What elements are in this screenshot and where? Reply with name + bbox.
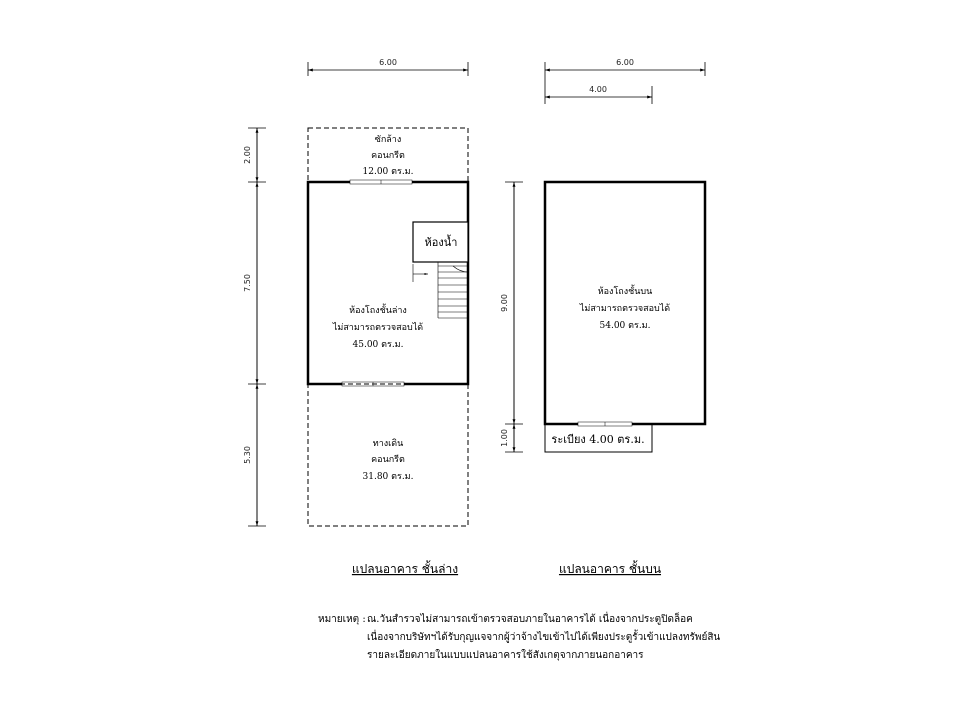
yard-material: คอนกรีต — [371, 151, 405, 161]
house-depth-label: 7.50 — [243, 274, 252, 292]
notes-line-3: รายละเอียดภายในแบบแปลนอาคารใช้สังเกตุจากภายนอกอาคาร — [367, 650, 644, 661]
upper-hall-status: ไม่สามารถตรวจสอบได้ — [579, 304, 671, 314]
ground-hall-name: ห้องโถงชั้นล่าง — [349, 306, 407, 316]
walkway-depth-label: 5.30 — [243, 446, 252, 464]
notes-label: หมายเหตุ : — [318, 614, 366, 625]
upper-hall-name: ห้องโถงชั้นบน — [597, 287, 653, 297]
yard-name: ซักล้าง — [374, 135, 402, 145]
balcony-width-label: 4.00 — [589, 85, 607, 94]
upper-floor-title: แปลนอาคาร ชั้นบน — [558, 562, 662, 576]
balcony-depth-label: 1.00 — [500, 429, 509, 447]
ground-width-dimension — [308, 58, 468, 76]
upper-hall-area: 54.00 ตร.ม. — [599, 321, 651, 331]
upper-width-label: 6.00 — [616, 58, 634, 67]
walkway-material: คอนกรีต — [371, 455, 405, 465]
upper-depth-label: 9.00 — [500, 294, 509, 312]
balcony-door — [578, 422, 632, 426]
yard-area: 12.00 ตร.ม. — [362, 167, 414, 177]
walkway-name: ทางเดิน — [372, 439, 404, 449]
notes — [318, 611, 720, 661]
front-yard-depth-label: 2.00 — [243, 146, 252, 164]
top-door — [350, 180, 412, 184]
ground-hall-outline — [308, 182, 468, 384]
ground-width-label: 6.00 — [379, 58, 397, 67]
upper-depth-dimensions — [500, 182, 523, 452]
upper-floor-plan — [500, 58, 705, 576]
ground-depth-dimensions — [243, 128, 266, 526]
notes-line-1: ณ.วันสำรวจไม่สามารถเข้าตรวจสอบภายในอาคารได้ เนื่องจากประตูปิดล็อค — [367, 614, 693, 625]
balcony-width-dimension — [545, 85, 652, 104]
ground-floor-title: แปลนอาคาร ชั้นล่าง — [351, 562, 459, 576]
bathroom-label: ห้องน้ำ — [424, 236, 458, 249]
ground-floor-plan — [243, 58, 468, 576]
stairs — [413, 262, 468, 318]
notes-line-2: เนื่องจากบริษัทฯได้รับกุญแจจากผู้ว่าจ้างไขเข้าไปได้เพียงประตูรั้วเข้าแปลงทรัพย์สิน — [367, 632, 721, 643]
walkway-area: 31.80 ตร.ม. — [362, 472, 414, 482]
ground-hall-area: 45.00 ตร.ม. — [352, 340, 404, 350]
ground-hall-status: ไม่สามารถตรวจสอบได้ — [332, 323, 424, 333]
upper-hall-outline — [545, 182, 705, 424]
balcony-label: ระเบียง 4.00 ตร.ม. — [551, 433, 645, 446]
